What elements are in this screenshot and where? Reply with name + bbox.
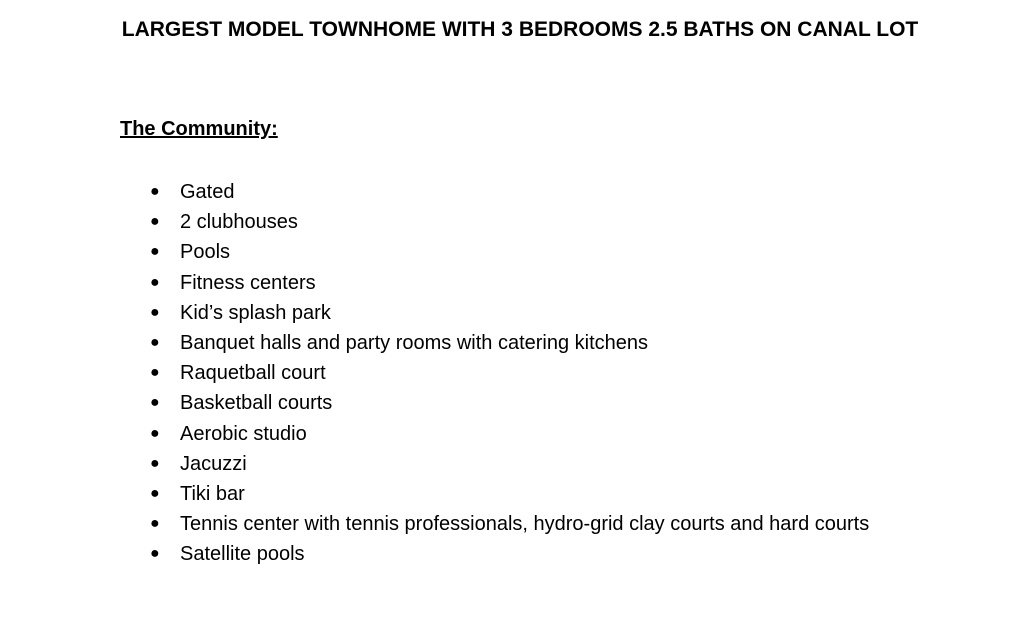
list-item: [150, 177, 880, 207]
list-item-text: Fitness centers: [180, 271, 316, 294]
list-item-text: Tiki bar: [180, 483, 245, 506]
bullet-icon: ●: [150, 273, 160, 291]
list-item-text: Tennis center with tennis professionals, hydro-grid clay courts and hard courts: [180, 513, 870, 536]
list-item-text: Raquetball court: [180, 362, 326, 385]
list-item: [150, 388, 880, 418]
list-item-text: Banquet halls and party rooms with catering kitchens: [180, 332, 649, 355]
bullet-icon: ●: [150, 454, 160, 472]
list-item: [150, 419, 880, 449]
list-item: [150, 449, 880, 479]
list-item-text: Basketball courts: [180, 392, 333, 415]
section-heading: The Community:: [120, 118, 278, 140]
list-item: [150, 268, 880, 298]
list-item: [150, 328, 880, 358]
list-item: [150, 479, 880, 509]
list-item: [150, 358, 880, 388]
bullet-icon: ●: [150, 183, 160, 200]
list-item: [150, 509, 880, 539]
list-item: [150, 207, 880, 237]
list-item: [150, 539, 880, 569]
list-item-text: Kid’s splash park: [180, 301, 331, 324]
bullet-icon: ●: [150, 545, 160, 563]
list-item-text: Gated: [180, 181, 235, 203]
list-item: [150, 237, 880, 267]
bullet-icon: ●: [150, 243, 160, 261]
document-title: LARGEST MODEL TOWNHOME WITH 3 BEDROOMS 2.5 BATHS ON CANAL LOT: [121, 18, 919, 41]
bullet-icon: ●: [150, 394, 160, 412]
list-item-text: 2 clubhouses: [180, 211, 298, 234]
bullet-icon: ●: [150, 485, 160, 503]
bullet-icon: ●: [150, 303, 160, 321]
list-item-text: Jacuzzi: [180, 452, 247, 475]
amenity-list: [150, 177, 880, 570]
bullet-icon: ●: [150, 515, 160, 533]
list-item-text: Satellite pools: [180, 543, 305, 566]
list-item: [150, 298, 880, 328]
list-item-text: Pools: [180, 241, 231, 264]
bullet-icon: ●: [150, 213, 160, 231]
list-item-text: Aerobic studio: [180, 422, 307, 445]
bullet-icon: ●: [150, 334, 160, 352]
bullet-icon: ●: [150, 364, 160, 382]
bullet-icon: ●: [150, 424, 160, 442]
